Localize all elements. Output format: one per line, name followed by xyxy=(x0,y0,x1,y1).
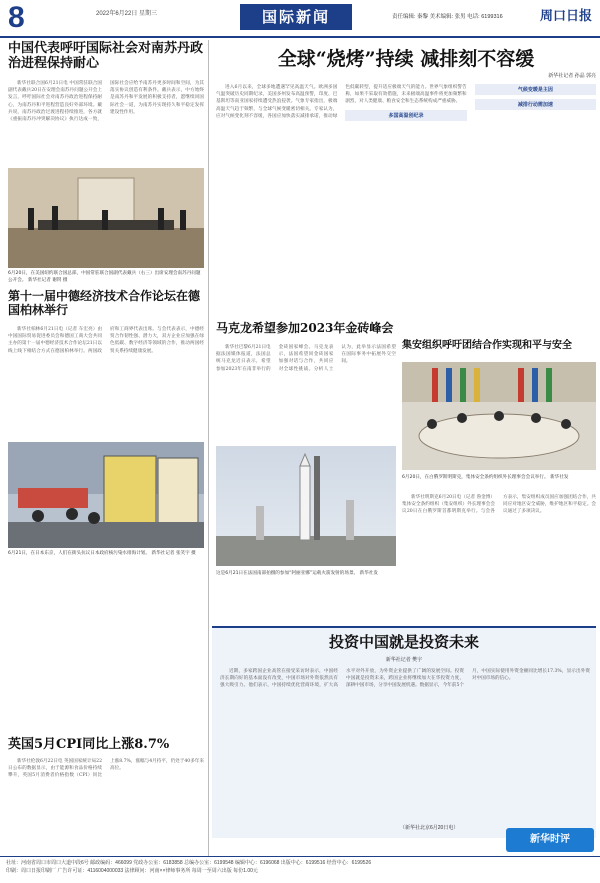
page-header xyxy=(0,0,600,38)
photo-credit: 新华社记者 张笑宇 摄 xyxy=(151,551,196,556)
main-article-body: 进入6月以来，全球多地遭遇罕见高温天气。欧洲多国气温突破历史同期纪录，美国多州发布高温预警，印度、巴基斯坦等南亚国家持续遭受热浪侵袭。气象专家指出，极端高温天气趋于频繁，与全球气候变暖密切相关。专家认为，应对气候变化刻不容缓，各国应加快落实减排承诺，推动绿色低碳转型，提升适应极端天气的能力。世界气象组织警告称，如果不采取有效措施，未来极端高温事件将更加频繁和剧烈，对人类健康、粮食安全和生态系统构成严重威胁。 多国高温创纪录 气候变暖是主因 减排行动需加速 xyxy=(216,84,596,316)
headline-sino-german-forum: 第十一届中德经济技术合作论坛在德国柏林举行 xyxy=(8,289,201,317)
subhead-3: 减排行动需加速 xyxy=(475,99,596,110)
headline-csto: 集安组织呼吁团结合作实现和平与安全 xyxy=(402,340,572,351)
article-body-sino-german: 新华社柏林6月21日电（记者 车宏亮）由中国国际贸易促进委员会和德国工商大会共同主办的第十一届中德经济技术合作论坛21日以线上线下相结合方式在德国柏林举行。两国政府和工商界代表出席。与会代表表示，中德经贸合作韧性强、潜力大，双方企业应加强在绿色低碳、数字经济等领域的合作，推动两国经贸关系持续健康发展。 xyxy=(8,327,204,354)
main-headline: 全球“烧烤”持续 减排刻不容缓 xyxy=(277,48,535,70)
photo-credit: 新华社发 xyxy=(550,475,569,480)
rocket-launch-photo xyxy=(216,446,396,566)
xinhua-commentary-badge: 新华时评 xyxy=(506,828,594,852)
article-body-macron: 新华社巴黎6月21日电 据法国媒体报道，法国总统马克龙近日表示，希望参加2023年在南非举行的金砖国家峰会。马克龙表示，法国希望同金砖国家加强对话与合作，共同应对全球性挑战。分析人士认为，此举显示法国希望在国际事务中拓展外交空间。 xyxy=(216,345,396,372)
section-title: 国际新闻 xyxy=(240,4,352,30)
headline-uk-cpi: 英国5月CPI同比上涨8.7% xyxy=(8,737,170,752)
issue-date: 2022年6月22日 星期三 xyxy=(96,11,158,17)
photo-caption-un: 6月20日，在美国纽约联合国总部，中国常驻联合国副代表戴兵（右三）出席安理会南苏丹问题公开会。 新华社记者 谢锷 摄 xyxy=(8,271,201,283)
subhead-1: 多国高温创纪录 xyxy=(345,110,466,121)
subhead-2: 气候变暖是主因 xyxy=(475,84,596,95)
article-body-invest: 近期，多家跨国企业高管在接受采访时表示，中国经济长期向好的基本面没有改变，中国市场对外资依然具有强大吸引力。他们表示，中国持续优化营商环境，扩大高水平对外开放，为外资企业提供了广阔的发展空间。投资中国就是投资未来，跨国企业将继续加大在华投资力度，深耕中国市场，分享中国发展机遇。数据显示，今年前5个月，中国实际使用外资金额同比增长17.3%，显示出外资对中国市场的信心。 xyxy=(220,669,590,689)
bottom-byline: 新华社记者 樊宇 xyxy=(385,657,423,663)
editor-info: 责任编辑: 秦黎 美术编辑: 张男 电话: 6199316 xyxy=(392,14,503,20)
photo-caption-tokyo: 6月21日，在日本东京，人们在街头抗议日本政府核污染水排海计划。 新华社记者 张笑宇 摄 xyxy=(8,551,196,556)
headline-south-sudan: 中国代表呼吁国际社会对南苏丹政治进程保持耐心 xyxy=(8,41,204,71)
main-byline: 新华社记者 孙晶 郭亮 xyxy=(548,73,596,79)
page-footer xyxy=(0,856,600,883)
photo-credit: 新华社记者 谢锷 摄 xyxy=(27,278,68,283)
tokyo-protest-photo xyxy=(8,442,204,548)
photo-credit: 新华社发 xyxy=(359,571,379,576)
csto-meeting-photo xyxy=(402,362,596,470)
headline-invest-china: 投资中国就是投资未来 xyxy=(328,633,479,651)
end-credit: （新华社北京6月20日电） xyxy=(400,825,459,831)
article-body-south-sudan: 新华社联合国6月21日电 中国常驻联合国副代表戴兵20日在安理会南苏丹问题公开会上发言，呼吁国际社会对南苏丹政治进程保持耐心，为南苏丹和平进程营造良好外部环境。戴兵说，南苏丹政治过渡进程持续推进，各方就《重振南苏丹冲突解决协议》执行达成一致，国际社会应给予南苏丹更多时间和空间，为其落实协议创造有利条件。戴兵表示，中方始终是南苏丹和平发展的积极支持者，愿继续同国际社会一道，为南苏丹实现持久和平稳定发挥建设性作用。 xyxy=(8,81,204,123)
photo-caption-rocket: 这是6月21日在法国南部拍摄的参加“阿丽亚娜”运载火箭发射的场景。 新华社发 xyxy=(216,571,379,576)
column-divider xyxy=(208,40,209,856)
page-number: 8 xyxy=(8,1,25,34)
article-body-uk-cpi: 新华社伦敦6月22日电 英国国家统计局22日公布的数据显示，由于能源和食品价格持续攀升，英国5月消费者价格指数（CPI）同比上涨8.7%，涨幅与4月持平，仍处于40多年来高位。 xyxy=(8,759,204,779)
headline-macron-brics: 马克龙希望参加2023年金砖峰会 xyxy=(216,321,394,335)
un-meeting-photo xyxy=(8,168,204,268)
article-body-csto: 新华社明斯克6月20日电（记者 鲁金博）集体安全条约组织（集安组织）外长理事会会议20日在白俄罗斯首都明斯克举行。与会各方表示，集安组织成员国应加强团结合作，共同应对地区安全威胁，维护地区和平稳定。会议通过了多项决议。 xyxy=(402,495,596,515)
photo-caption-csto: 6月20日，在白俄罗斯明斯克，集体安全条约组织外长理事会会议举行。 新华社发 xyxy=(402,475,569,480)
footer-line-2: 印刷：周口日报印刷厂 广告许可证：4116004000033 法律顾问：河南××律师事务所 每周一至周六出版 每份1.00元 xyxy=(6,868,258,874)
newspaper-logo: 周口日报 xyxy=(539,9,592,24)
footer-line-1: 社址：河南省周口市周口大道中段6号 邮政编码：466099 党政办公室：6183858 总编办公室：6199548 编辑中心：6196068 出版中心：6199516 经营中心：6199526 xyxy=(6,860,372,866)
